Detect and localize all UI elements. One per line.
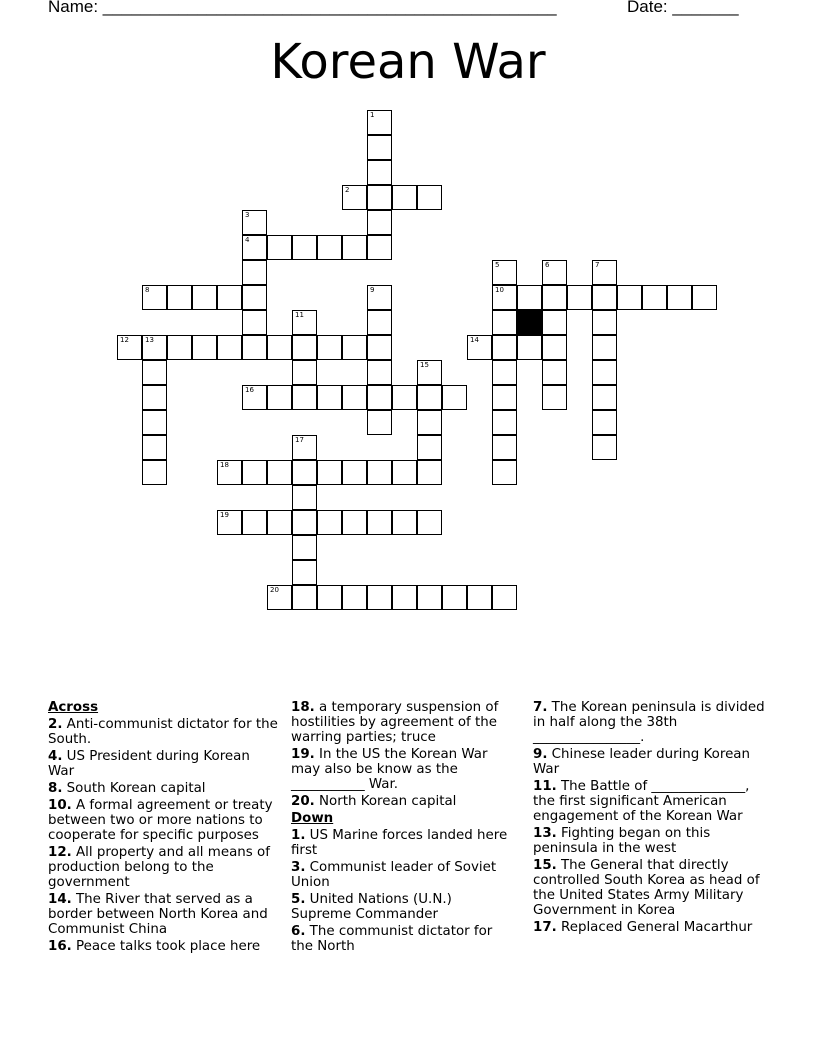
crossword-cell[interactable]: [692, 285, 717, 310]
crossword-cell[interactable]: [142, 460, 167, 485]
crossword-cell[interactable]: [442, 385, 467, 410]
clue-number: 1: [370, 111, 375, 119]
crossword-cell[interactable]: [542, 360, 567, 385]
crossword-cell[interactable]: [592, 335, 617, 360]
clue-across-2: 2. Anti-communist dictator for the South.: [48, 717, 278, 747]
crossword-cell[interactable]: [492, 585, 517, 610]
clue-down-11: 11. The Battle of ______________, the first significant American engagement of the Korean War: [533, 779, 750, 824]
crossword-cell[interactable]: [317, 510, 342, 535]
crossword-cell[interactable]: [617, 285, 642, 310]
clue-number: 19: [220, 511, 229, 519]
clue-number: 17: [295, 436, 304, 444]
crossword-cell[interactable]: [142, 410, 167, 435]
crossword-cell[interactable]: [267, 510, 292, 535]
crossword-cell[interactable]: [242, 335, 267, 360]
crossword-cell[interactable]: [417, 510, 442, 535]
crossword-cell[interactable]: [342, 585, 367, 610]
crossword-cell[interactable]: [142, 360, 167, 385]
crossword-cell[interactable]: [142, 435, 167, 460]
crossword-cell[interactable]: [267, 335, 292, 360]
clue-number: 11: [295, 311, 304, 319]
clue-down-13: 13. Fighting began on this peninsula in the west: [533, 826, 711, 856]
crossword-cell[interactable]: [492, 360, 517, 385]
crossword-cell[interactable]: [317, 460, 342, 485]
crossword-cell[interactable]: [292, 435, 317, 460]
crossword-cell[interactable]: [242, 260, 267, 285]
crossword-cell[interactable]: [417, 585, 442, 610]
crossword-cell[interactable]: [317, 335, 342, 360]
crossword-cell[interactable]: [292, 235, 317, 260]
crossword-cell[interactable]: [492, 260, 517, 285]
clue-down-5: 5. United Nations (U.N.) Supreme Commander: [291, 892, 452, 922]
crossword-cell[interactable]: [367, 310, 392, 335]
crossword-cell[interactable]: [242, 385, 267, 410]
clue-down-9: 9. Chinese leader during Korean War: [533, 747, 750, 777]
crossword-cell[interactable]: [367, 385, 392, 410]
crossword-cell[interactable]: [292, 385, 317, 410]
crossword-cell[interactable]: [367, 135, 392, 160]
crossword-cell[interactable]: [367, 110, 392, 135]
clue-across-10: 10. A formal agreement or treaty between two or more nations to cooperate for specific purposes: [48, 798, 273, 843]
clues-column-2: [291, 700, 513, 956]
clue-number: 3: [245, 211, 250, 219]
crossword-cell[interactable]: [492, 410, 517, 435]
crossword-cell[interactable]: [367, 510, 392, 535]
crossword-cell[interactable]: [167, 285, 192, 310]
crossword-cell[interactable]: [392, 460, 417, 485]
clue-number: 14: [470, 336, 479, 344]
crossword-cell[interactable]: [367, 360, 392, 385]
crossword-cell[interactable]: [242, 310, 267, 335]
crossword-cell[interactable]: [417, 360, 442, 385]
crossword-cell[interactable]: [167, 335, 192, 360]
clue-number: 16: [245, 386, 254, 394]
crossword-cell[interactable]: [317, 235, 342, 260]
crossword-cell[interactable]: [367, 285, 392, 310]
crossword-cell[interactable]: [592, 410, 617, 435]
crossword-cell[interactable]: [492, 285, 517, 310]
crossword-cell[interactable]: [242, 285, 267, 310]
crossword-cell[interactable]: [417, 385, 442, 410]
across-heading: Across: [48, 700, 99, 715]
clue-number: 4: [245, 236, 250, 244]
crossword-cell[interactable]: [267, 235, 292, 260]
crossword-cell[interactable]: [492, 435, 517, 460]
crossword-cell[interactable]: [542, 285, 567, 310]
crossword-cell[interactable]: [417, 460, 442, 485]
crossword-cell[interactable]: [417, 185, 442, 210]
crossword-cell[interactable]: [142, 285, 167, 310]
crossword-cell[interactable]: [217, 460, 242, 485]
crossword-cell[interactable]: [342, 185, 367, 210]
crossword-cell[interactable]: [592, 285, 617, 310]
clue-down-15: 15. The General that directly controlled South Korea as head of the United States Army Military Government in Korea: [533, 858, 760, 918]
crossword-cell[interactable]: [292, 535, 317, 560]
clue-number: 5: [495, 261, 500, 269]
crossword-cell[interactable]: [267, 385, 292, 410]
crossword-cell[interactable]: [467, 585, 492, 610]
crossword-cell[interactable]: [492, 335, 517, 360]
clue-number: 7: [595, 261, 600, 269]
clue-down-6: 6. The communist dictator for the North: [291, 924, 493, 954]
crossword-cell[interactable]: [317, 585, 342, 610]
crossword-cell[interactable]: [217, 510, 242, 535]
date-field-label[interactable]: Date: _______: [627, 0, 739, 16]
clue-number: 9: [370, 286, 375, 294]
crossword-cell[interactable]: [292, 460, 317, 485]
crossword-cell[interactable]: [367, 235, 392, 260]
crossword-cell[interactable]: [592, 310, 617, 335]
crossword-cell[interactable]: [217, 285, 242, 310]
crossword-cell[interactable]: [392, 585, 417, 610]
crossword-cell[interactable]: [542, 385, 567, 410]
clue-across-14: 14. The River that served as a border between North Korea and Communist China: [48, 892, 268, 937]
crossword-cell[interactable]: [392, 385, 417, 410]
crossword-cell[interactable]: [317, 385, 342, 410]
clue-across-19: 19. In the US the Korean War may also be know as the ___________ War.: [291, 747, 488, 792]
clue-across-8: 8. South Korean capital: [48, 781, 206, 796]
clues-column-3: [533, 700, 765, 937]
clue-number: 20: [270, 586, 279, 594]
crossword-cell[interactable]: [292, 310, 317, 335]
crossword-cell[interactable]: [542, 310, 567, 335]
clue-down-7: 7. The Korean peninsula is divided in half along the 38th ________________.: [533, 700, 765, 745]
clue-number: 10: [495, 286, 504, 294]
crossword-cell[interactable]: [517, 335, 542, 360]
crossword-cell[interactable]: [492, 460, 517, 485]
crossword-cell[interactable]: [592, 260, 617, 285]
crossword-cell[interactable]: [367, 210, 392, 235]
clue-number: 2: [345, 186, 350, 194]
down-heading: Down: [291, 811, 334, 826]
crossword-cell[interactable]: [642, 285, 667, 310]
crossword-cell[interactable]: [392, 185, 417, 210]
clue-number: 6: [545, 261, 550, 269]
crossword-cell[interactable]: [367, 410, 392, 435]
crossword-cell[interactable]: [292, 560, 317, 585]
clue-number: 13: [145, 336, 154, 344]
clue-across-18: 18. a temporary suspension of hostilities by agreement of the warring parties; truce: [291, 700, 499, 745]
clue-across-4: 4. US President during Korean War: [48, 749, 250, 779]
crossword-cell[interactable]: [242, 210, 267, 235]
crossword-cell[interactable]: [417, 435, 442, 460]
clue-down-3: 3. Communist leader of Soviet Union: [291, 860, 497, 890]
crossword-cell[interactable]: [342, 460, 367, 485]
crossword-cell[interactable]: [217, 335, 242, 360]
crossword-cell[interactable]: [592, 435, 617, 460]
crossword-cell[interactable]: [342, 335, 367, 360]
clue-down-1: 1. US Marine forces landed here first: [291, 828, 508, 858]
crossword-cell[interactable]: [492, 385, 517, 410]
black-square: [517, 310, 542, 335]
clue-across-16: 16. Peace talks took place here: [48, 939, 261, 954]
crossword-cell[interactable]: [292, 360, 317, 385]
crossword-cell[interactable]: [292, 585, 317, 610]
page-title: Korean War: [270, 34, 546, 90]
crossword-cell[interactable]: [192, 335, 217, 360]
clues-column-1: [48, 700, 278, 956]
crossword-cell[interactable]: [667, 285, 692, 310]
crossword-cell[interactable]: [117, 335, 142, 360]
crossword-cell[interactable]: [592, 385, 617, 410]
crossword-cell[interactable]: [242, 235, 267, 260]
crossword-cell[interactable]: [142, 335, 167, 360]
crossword-cell[interactable]: [267, 585, 292, 610]
clue-across-12: 12. All property and all means of production belong to the government: [48, 845, 270, 890]
crossword-cell[interactable]: [367, 185, 392, 210]
crossword-cell[interactable]: [492, 310, 517, 335]
crossword-cell[interactable]: [542, 335, 567, 360]
crossword-cell[interactable]: [242, 460, 267, 485]
crossword-cell[interactable]: [342, 235, 367, 260]
crossword-cell[interactable]: [292, 335, 317, 360]
crossword-cell[interactable]: [142, 385, 167, 410]
crossword-cell[interactable]: [417, 410, 442, 435]
clue-down-17: 17. Replaced General Macarthur: [533, 920, 753, 935]
clue-number: 18: [220, 461, 229, 469]
crossword-cell[interactable]: [542, 260, 567, 285]
crossword-cell[interactable]: [342, 385, 367, 410]
crossword-cell[interactable]: [367, 460, 392, 485]
crossword-cell[interactable]: [242, 510, 267, 535]
crossword-cell[interactable]: [392, 510, 417, 535]
crossword-cell[interactable]: [367, 160, 392, 185]
crossword-cell[interactable]: [442, 585, 467, 610]
crossword-cell[interactable]: [367, 585, 392, 610]
crossword-cell[interactable]: [592, 360, 617, 385]
name-field-label[interactable]: Name: ________________________________________________: [48, 0, 557, 16]
crossword-cell[interactable]: [367, 335, 392, 360]
crossword-cell[interactable]: [517, 285, 542, 310]
clue-across-20: 20. North Korean capital: [291, 794, 457, 809]
clue-number: 8: [145, 286, 150, 294]
crossword-cell[interactable]: [467, 335, 492, 360]
crossword-cell[interactable]: [567, 285, 592, 310]
clue-number: 12: [120, 336, 129, 344]
header: [48, 0, 739, 17]
clue-number: 15: [420, 361, 429, 369]
crossword-cell[interactable]: [192, 285, 217, 310]
crossword-cell[interactable]: [292, 510, 317, 535]
crossword-cell[interactable]: [292, 485, 317, 510]
crossword-cell[interactable]: [267, 460, 292, 485]
crossword-cell[interactable]: [342, 510, 367, 535]
